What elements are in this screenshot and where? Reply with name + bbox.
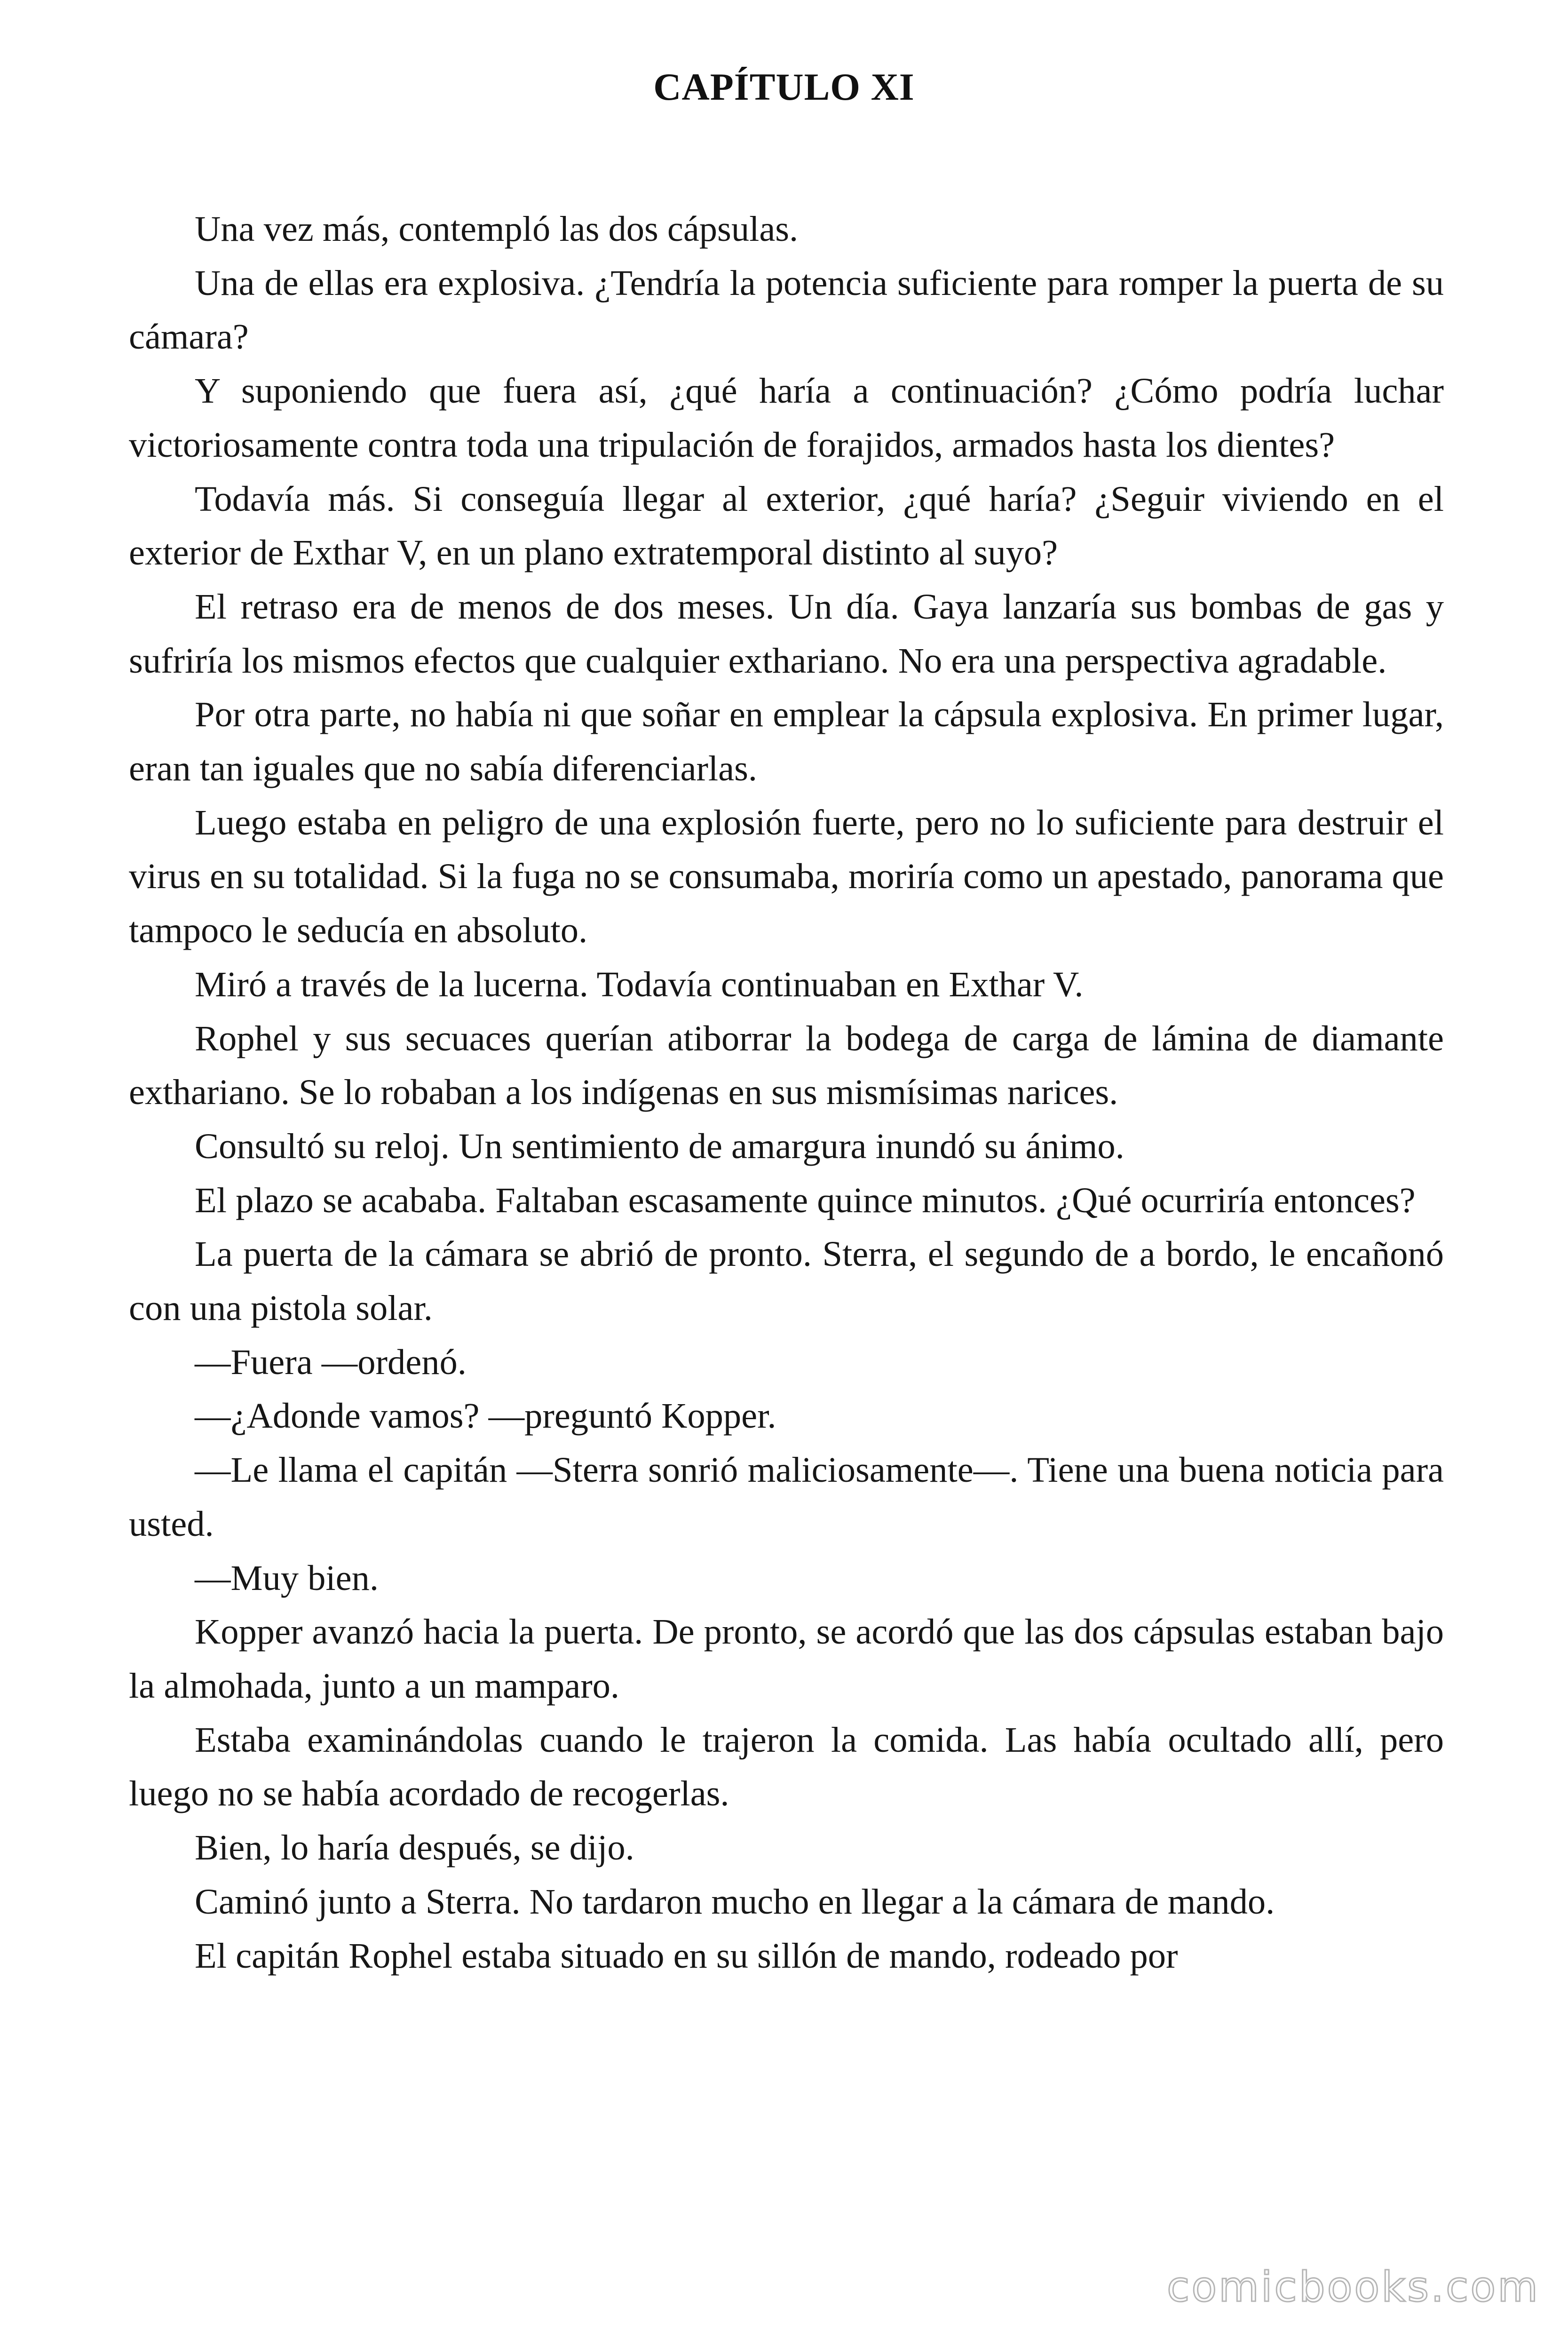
paragraph: Todavía más. Si conseguía llegar al exterior, ¿qué haría? ¿Seguir viviendo en el exterior de Exthar V, en un plano extratemporal distinto al suyo?: [129, 478, 1444, 573]
paragraph: Una de ellas era explosiva. ¿Tendría la potencia suficiente para romper la puerta de su cámara?: [129, 262, 1444, 357]
paragraph: Por otra parte, no había ni que soñar en emplear la cápsula explosiva. En primer lugar, eran tan iguales que no sabía diferenciarlas.: [129, 694, 1444, 789]
paragraph: Rophel y sus secuaces querían atiborrar la bodega de carga de lámina de diamante exthariano. Se lo robaban a los indígenas en sus mismísimas narices.: [129, 1018, 1444, 1112]
dialogue-paragraph: —Muy bien.: [195, 1557, 379, 1598]
paragraph: Caminó junto a Sterra. No tardaron mucho en llegar a la cámara de mando.: [195, 1881, 1275, 1922]
chapter-body: [129, 202, 1444, 1983]
paragraph: La puerta de la cámara se abrió de pronto. Sterra, el segundo de a bordo, le encañonó con una pistola solar.: [129, 1234, 1444, 1328]
dialogue-paragraph: —¿Adonde vamos? —preguntó Kopper.: [195, 1396, 776, 1436]
paragraph: Y suponiendo que fuera así, ¿qué haría a continuación? ¿Cómo podría luchar victoriosamente contra toda una tripulación de forajidos, armados hasta los dientes?: [129, 371, 1444, 465]
paragraph: El plazo se acababa. Faltaban escasamente quince minutos. ¿Qué ocurriría entonces?: [195, 1180, 1416, 1220]
paragraph: El retraso era de menos de dos meses. Un día. Gaya lanzaría sus bombas de gas y sufriría los mismos efectos que cualquier exthariano. No era una perspectiva agradable.: [129, 586, 1444, 681]
paragraph: El capitán Rophel estaba situado en su sillón de mando, rodeado por: [195, 1935, 1178, 1976]
dialogue-paragraph: —Fuera —ordenó.: [195, 1342, 467, 1382]
paragraph: Consultó su reloj. Un sentimiento de amargura inundó su ánimo.: [195, 1126, 1125, 1166]
paragraph: Luego estaba en peligro de una explosión fuerte, pero no lo suficiente para destruir el virus en su totalidad. Si la fuga no se consumaba, moriría como un apestado, panorama que tampoco le seducía en absoluto.: [129, 802, 1444, 951]
paragraph: Una vez más, contempló las dos cápsulas.: [195, 209, 799, 249]
paragraph: Miró a través de la lucerna. Todavía continuaban en Exthar V.: [195, 964, 1084, 1004]
paragraph: Bien, lo haría después, se dijo.: [195, 1828, 634, 1868]
paragraph: Estaba examinándolas cuando le trajeron la comida. Las había ocultado allí, pero luego no se había acordado de recogerlas.: [129, 1719, 1444, 1814]
site-watermark: comicbooks.com: [1166, 2263, 1540, 2311]
paragraph: Kopper avanzó hacia la puerta. De pronto, se acordó que las dos cápsulas estaban bajo la almohada, junto a un mamparo.: [129, 1612, 1444, 1706]
dialogue-paragraph: —Le llama el capitán —Sterra sonrió maliciosamente—. Tiene una buena noticia para usted.: [129, 1450, 1444, 1544]
chapter-title: CAPÍTULO XI: [653, 65, 915, 108]
